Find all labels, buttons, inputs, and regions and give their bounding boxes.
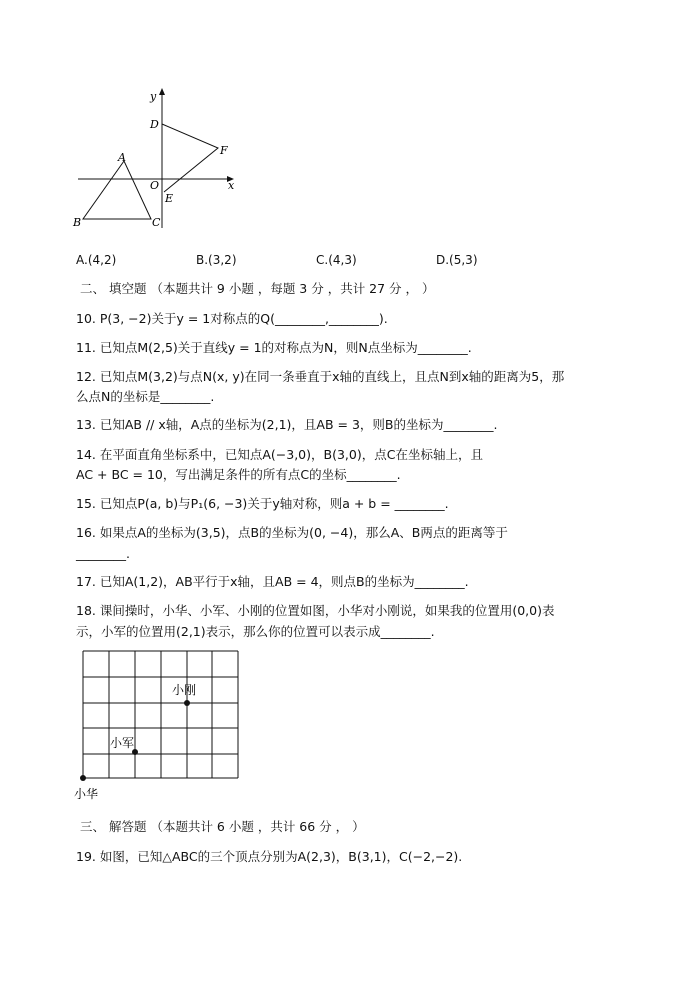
label-E: E [165,192,174,205]
label-xiaojun: 小军 [110,736,135,750]
question-10: 10. P(3, −2)关于y = 1对称点的Q(________,________). [76,311,388,326]
question-18-line1: 18. 课间操时，小华、小军、小刚的位置如图，小华对小刚说，如果我的位置用(0,0)表 [76,603,555,618]
question-16-line1: 16. 如果点A的坐标为(3,5)，点B的坐标为(0, −4)，那么A、B两点的距离等于 [76,525,508,540]
question-11: 11. 已知点M(2,5)关于直线y = 1的对称点为N，则N点坐标为________. [76,340,472,355]
question-14-line1: 14. 在平面直角坐标系中，已知点A(−3,0)，B(3,0)，点C在坐标轴上，且 [76,447,483,462]
question-14-line2: AC + BC = 10，写出满足条件的所有点C的坐标________. [76,467,401,482]
option-d: D.(5,3) [436,253,478,267]
point-xiaohua [80,775,86,781]
coordinate-figure [70,88,250,238]
question-12-line1: 12. 已知点M(3,2)与点N(x, y)在同一条垂直于x轴的直线上，且点N到x轴的距离为5，那 [76,369,565,384]
label-C: C [152,216,161,229]
label-B: B [73,216,82,229]
question-13: 13. 已知AB // x轴，A点的坐标为(2,1)，且AB = 3，则B的坐标为________. [76,417,498,432]
y-axis-arrow [159,88,165,95]
label-O: O [150,179,160,192]
question-15: 15. 已知点P(a, b)与P₁(6, −3)关于y轴对称，则a + b = ________. [76,496,449,511]
option-a: A.(4,2) [76,253,117,267]
label-xiaogang: 小刚 [172,683,197,697]
label-x: x [228,179,235,192]
label-A: A [118,151,126,164]
label-D: D [150,118,159,131]
option-b: B.(3,2) [196,253,237,267]
section3-title: 三、 解答题 （本题共计 6 小题 ，共计 66 分 ， ） [80,819,365,834]
grid-lines [83,651,238,778]
question-19: 19. 如图，已知△ABC的三个顶点分别为A(2,3)，B(3,1)，C(−2,−2). [76,849,463,864]
option-c: C.(4,3) [316,253,357,267]
shape-DFE [162,124,218,192]
question-18-line2: 示，小军的位置用(2,1)表示，那么你的位置可以表示成________. [76,624,435,639]
section2-title: 二、 填空题 （本题共计 9 小题 ，每题 3 分 ，共计 27 分 ， ） [80,281,435,296]
label-y: y [150,90,157,103]
triangle-ABC [83,161,151,219]
position-grid-figure [72,648,244,804]
question-12-line2: 么点N的坐标是________. [76,389,215,404]
label-F: F [220,144,228,157]
question-16-line2: ________. [76,546,130,561]
label-xiaohua: 小华 [74,787,99,801]
point-xiaogang [184,700,190,706]
question-17: 17. 已知A(1,2)，AB平行于x轴，且AB = 4，则点B的坐标为________. [76,574,469,589]
